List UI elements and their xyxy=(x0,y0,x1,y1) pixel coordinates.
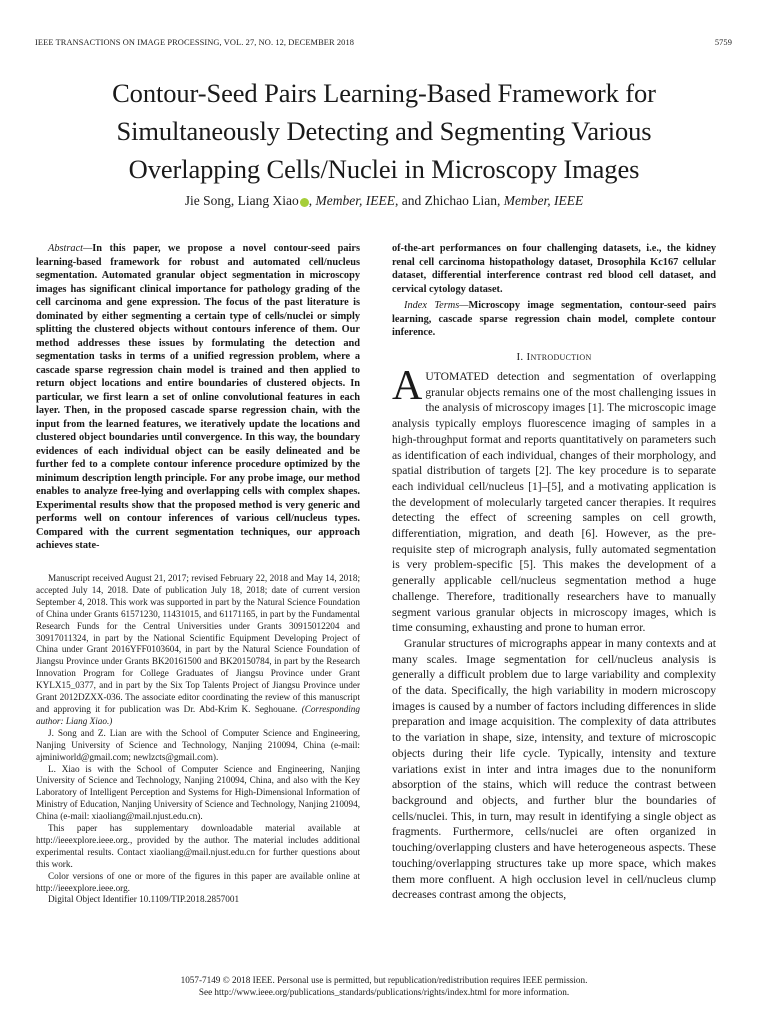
author-and: , and Zhichao Lian, xyxy=(395,193,504,208)
journal-name: IEEE TRANSACTIONS ON IMAGE PROCESSING, VOL. 27, NO. 12, DECEMBER 2018 xyxy=(35,38,355,47)
abstract-keyword: Abstract— xyxy=(48,243,93,254)
section-heading xyxy=(392,351,716,363)
footnote-supplementary: This paper has supplementary downloadable material available at http://ieeexplore.ieee.org., provided by the author. The material includes additional experimental results. Contact xiaoliang@mail.njust.edu.cn for further questions about this work. xyxy=(36,823,360,869)
abstract-text: In this paper, we propose a novel contour-seed pairs learning-based framework for robust and automated cell/nucleus segmentation. Automated granular object segmentation in microscopy images has significant clinical importance for pathology grading of the cell carcinoma and gene expression. The focus of the past literature is dominated by either segmenting a certain type of cells/nuclei or simply splitting the clustered objects without contours inference of them. Our method addresses these issues by formulating the detection and segmentation tasks in terms of a unified regression problem, where a cascade sparse regression chain model is trained and then applied to return object locations and entire boundaries of clustered objects. In particular, we first learn a set of online convolutional features in each layer. Then, in the proposed cascade sparse regression chain, with the input from the learned features, we iteratively update the locations and clustered object boundaries until convergence. In this way, the boundary evidences of each individual object can be easily delineated and be further fed to a complete contour inference procedure optimized by the minimum description length principle. For any probe image, our method enables to analyze free-lying and overlapping cells with complex shapes. Experimental results show that the proposed method is very generic and performs well on contour inferences of various cell/nucleus types. Compared with the current segmentation techniques, our approach achieves state- xyxy=(36,243,360,551)
footnote-affiliation-2: L. Xiao is with the School of Computer Science and Engineering, Nanjing University of Science and Technology, Nanjing 210094, China, and also with the Key Laboratory of Intelligent Perception and Systems for High-Dimensional Information of Ministry of Education, Nanjing University of Science and Technology, Nanjing 210094, China (e-mail: xiaoliang@mail.njust.edu.cn). xyxy=(36,763,360,822)
index-terms: Index Terms—Microscopy image segmentation, contour-seed pairs learning, cascade sparse regression chain model, complete contour inference. xyxy=(392,300,717,338)
intro-paragraph-1: AUTOMATED detection and segmentation of overlapping granular objects remains one of the most challenging issues in the analysis of microscopy images [1]. The microscopic image analysis typically employs fluorescence imaging of samples in a high-throughput format and reports quantitatively on parameters such as identification of each individual, changes of their morphology, and spatial distribution of targets [2]. The key procedure is to separate each individual cell/nucleus [1]–[5], and a motivating application is the development of molecularly targeted cancer therapies. It requires detecting the effect of screening samples on cell growth, differentiation, migration, and death [6]. However, as the pre-requisite step of micrograph analysis, fully automated segmentation is very problem-specific [5]. This makes the development of a generally applicable cell/nucleus segmentation method a huge challenge. Therefore, traditionally researchers have to manually segment various granular objects in microscopy images, which is time consuming, exhausting and prone to human error. xyxy=(392,363,716,635)
copyright-line: 1057-7149 © 2018 IEEE. Personal use is permitted, but republication/redistribution requires IEEE permission. xyxy=(180,975,588,985)
section-title: Introduction xyxy=(526,351,592,363)
rights-link-line: See http://www.ieee.org/publications_standards/publications/rights/index.html for more information. xyxy=(198,987,570,997)
orcid-icon[interactable] xyxy=(300,198,309,207)
paper-title xyxy=(40,74,728,188)
abstract-continuation-block xyxy=(392,242,716,340)
section-number: I. xyxy=(516,351,524,363)
abstract xyxy=(36,242,360,553)
title-line-3: Overlapping Cells/Nuclei in Microscopy Images xyxy=(128,154,640,184)
page-number: 5759 xyxy=(714,38,732,47)
introduction-body xyxy=(392,363,716,903)
footnote-manuscript: Manuscript received August 21, 2017; revised February 22, 2018 and May 14, 2018; accepted July 14, 2018. Date of publication July 18, 2018; date of current version September 4, 2018. This work was supported in part by the Natural Science Foundation of China under Grants 61571230, 11431015, and 61171165, in part by the Fundamental Research Funds for the Central Universities under Grants 30915012204 and 30917011324, in part by the National Scientific Equipment Developing Project of China under Grant 2016YFF0103604, in part by the Natural Science Foundation of Jiangsu Province under Grants BK20161500 and BK20150784, in part by the Research Innovation Program for College Graduates of Jiangsu Province under Grant KYLX15_0377, and in part by the Six Top Talents Project of Jiangsu Province under Grant 2012DZXX-036. The associate editor coordinating the review of this manuscript and approving it for publication was Dr. Abd-Krim K. Seghouane. (Corresponding author: Liang Xiao.) xyxy=(36,573,360,726)
abstract-continuation: of-the-art performances on four challenging datasets, i.e., the kidney renal cell carcinoma histopathology dataset, Drosophila Kc167 cellular dataset, differential interference contrast red blood cell dataset, and cervical cytology dataset. xyxy=(392,243,716,295)
footnote-doi: Digital Object Identifier 10.1109/TIP.2018.2857001 xyxy=(48,894,240,905)
intro-paragraph-2: Granular structures of micrographs appear in many contexts and at many scales. Image segmentation for cell/nucleus analysis is generally a difficult problem due to large variability and complexity of the data. Specifically, the high variability in modern microscopy images is caused by a number of factors including differences in slide preparation and image acquisition. The complexity of data attributes to the variation in shape, size, intensity, and texture of microscopic objects during their life cycle. Typically, intensity and texture variations exist in inter and intra images due to the nonuniform absorption of the stains, which will reduce the contrast between background and objects, and further blur the boundaries of cells/nuclei. This, in turn, may result in identifying a single object as fragments. Furthermore, cells/nuclei are often organized in touching/overlapping clusters and have heterogeneous aspects. These touching/overlapping structures take up more space, which makes them more confluent. A high occlusion level in cell/nucleus clump decreases contrast among the objects, xyxy=(392,636,716,902)
title-line-1: Contour-Seed Pairs Learning-Based Framework for xyxy=(112,78,656,108)
author-membership-2: Member, IEEE xyxy=(503,193,584,208)
footnotes xyxy=(36,573,360,906)
copyright-footer xyxy=(0,974,768,998)
author-membership-1: Member, IEEE xyxy=(315,193,396,208)
drop-cap: A xyxy=(392,363,423,409)
author-names: Jie Song, Liang Xiao xyxy=(184,193,299,208)
running-header xyxy=(35,38,732,47)
title-line-2: Simultaneously Detecting and Segmenting Various xyxy=(116,116,652,146)
footnote-affiliation-1: J. Song and Z. Lian are with the School of Computer Science and Engineering, Nanjing University of Science and Technology, Nanjing 210094, China (e-mail: ajminiworld@gmail.com; newlzcts@gmail.com). xyxy=(36,727,360,762)
footnote-color: Color versions of one or more of the figures in this paper are available online at http://ieeexplore.ieee.org. xyxy=(36,870,360,893)
author-line: Jie Song, Liang Xiao , Member, IEEE, and Zhichao Lian, Member, IEEE xyxy=(184,193,584,208)
